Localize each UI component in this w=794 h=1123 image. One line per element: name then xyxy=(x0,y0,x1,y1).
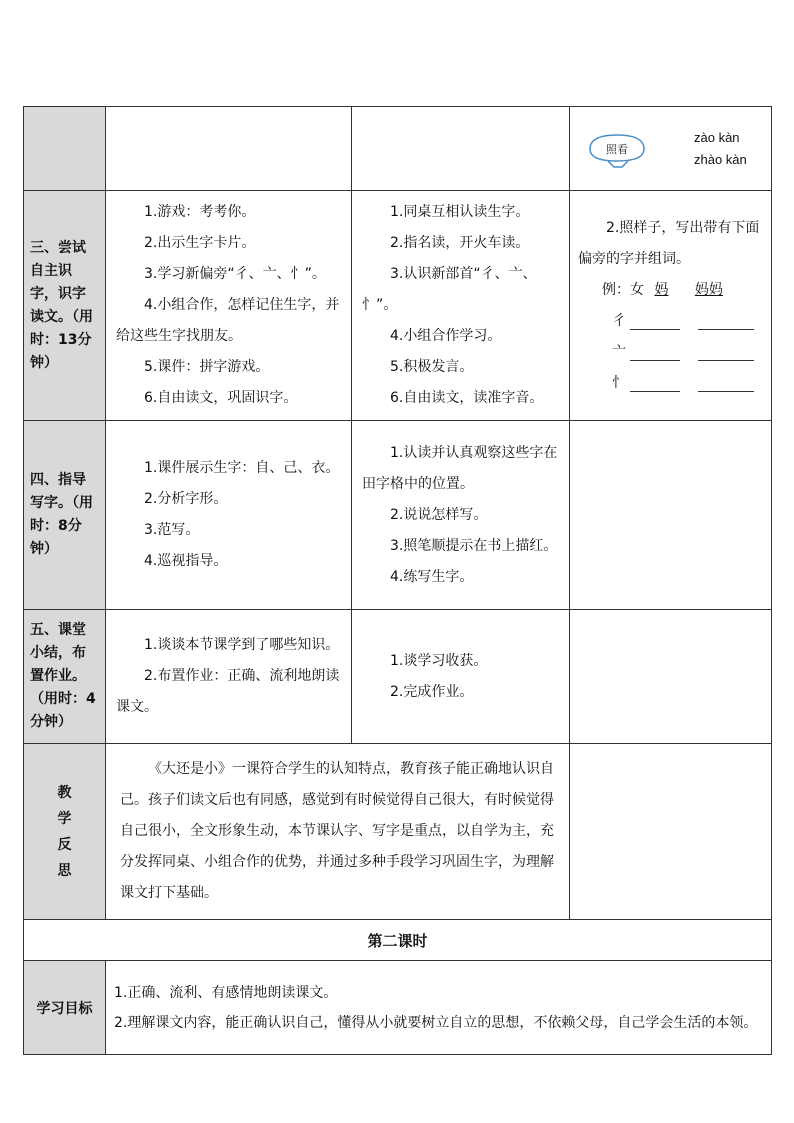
exercise-example xyxy=(578,275,763,306)
teacher-activities xyxy=(106,610,352,744)
list-item: 3.范写。 xyxy=(144,522,200,538)
radical-row xyxy=(578,306,763,337)
list-item: 1.同桌互相认读生字。 xyxy=(390,204,530,220)
exercise-cell xyxy=(570,421,772,610)
table-row xyxy=(24,610,772,744)
list-item: 5.积极发言。 xyxy=(390,359,474,375)
exercise-cell xyxy=(570,744,772,920)
radical-row xyxy=(578,337,763,368)
list-item: 2.分析字形。 xyxy=(144,491,228,507)
list-item: 1.课件展示生字：自、己、衣。 xyxy=(144,460,340,476)
teacher-activities xyxy=(106,421,352,610)
student-activities xyxy=(352,191,570,421)
list-item: 2.完成作业。 xyxy=(390,683,474,700)
answer-blank[interactable] xyxy=(630,342,680,361)
table-row xyxy=(24,744,772,920)
list-item: 1.正确、流利、有感情地朗读课文。 xyxy=(114,984,338,1001)
section-title: 第二课时 xyxy=(24,920,772,961)
list-item: 4.练写生字。 xyxy=(390,568,474,585)
goals-label: 学习目标 xyxy=(24,961,106,1055)
answer-blank[interactable] xyxy=(630,373,680,392)
list-item: 2.理解课文内容，能正确认识自己，懂得从小就要树立自立的思想，不依赖父母，自己学会生活的本领。 xyxy=(114,1014,758,1031)
list-item: 1.认读并认真观察这些字在田字格中的位置。 xyxy=(362,444,558,492)
reflection-cell xyxy=(106,744,570,920)
table-row xyxy=(24,920,772,961)
stage-label: 三、尝试自主识字，识字读文。（用时：13分钟） xyxy=(24,191,106,421)
list-item: 5.课件：拼字游戏。 xyxy=(144,359,270,375)
table-row xyxy=(24,421,772,610)
example-prefix: 例：女 xyxy=(602,281,644,298)
stage-cell xyxy=(24,107,106,191)
table-row xyxy=(24,961,772,1055)
answer-blank[interactable] xyxy=(630,311,680,330)
list-item: 1.谈学习收获。 xyxy=(390,652,488,669)
list-item: 6.自由读文，巩固识字。 xyxy=(144,390,298,406)
goals-cell xyxy=(106,961,772,1055)
example-word: 妈妈 xyxy=(694,281,723,298)
list-item: 4.小组合作，怎样记住生字，并给这些生字找朋友。 xyxy=(116,297,340,344)
pinyin-option-1: zào kàn xyxy=(694,129,740,145)
table-row xyxy=(24,107,772,191)
list-item: 2.说说怎样写。 xyxy=(390,506,488,523)
list-item: 6.自由读文，读准字音。 xyxy=(390,390,544,406)
reflection-label: 教学反思 xyxy=(57,784,72,879)
exercise-cell xyxy=(570,107,772,191)
answer-blank[interactable] xyxy=(698,311,754,330)
lesson-plan-table xyxy=(23,106,772,1055)
exercise-instruction: 2.照样子，写出带有下面偏旁的字并组词。 xyxy=(578,219,760,267)
stage-label: 四、指导写字。（用时：8分钟） xyxy=(24,421,106,610)
answer-blank[interactable] xyxy=(698,342,754,361)
stage-label: 五、课堂小结，布置作业。（用时：4分钟） xyxy=(24,610,106,744)
teacher-activities xyxy=(106,191,352,421)
exercise-cell xyxy=(570,191,772,421)
radical-row xyxy=(578,368,763,399)
radical-label: 彳 xyxy=(612,312,626,329)
teacher-cell xyxy=(106,107,352,191)
word-card-label: 照看 xyxy=(606,142,628,156)
student-cell xyxy=(352,107,570,191)
answer-blank[interactable] xyxy=(698,373,754,392)
student-activities xyxy=(352,421,570,610)
list-item: 3.照笔顺提示在书上描红。 xyxy=(390,537,558,554)
list-item: 3.认识新部首“彳、亠、忄”。 xyxy=(362,266,537,313)
reflection-text: 《大还是小》一课符合学生的认知特点，教育孩子能正确地认识自己。孩子们读文后也有同感，感觉到有时候觉得自己很大，有时候觉得自己很小，全文形象生动，本节课认字、写字是重点，以自学为主，充分发挥同桌、小组合作的优势，并通过多种手段学习巩固生字，为理解课文打下基础。 xyxy=(120,761,554,901)
list-item: 2.出示生字卡片。 xyxy=(144,235,256,251)
list-item: 4.小组合作学习。 xyxy=(390,328,502,344)
table-row xyxy=(24,191,772,421)
radical-label: 亠 xyxy=(612,343,626,360)
pinyin-option-2: zhào kàn xyxy=(694,151,747,167)
radical-label: 忄 xyxy=(612,374,626,391)
list-item: 1.游戏：考考你。 xyxy=(144,204,256,220)
list-item: 2.布置作业：正确、流利地朗读课文。 xyxy=(116,668,340,715)
student-activities xyxy=(352,610,570,744)
list-item: 3.学习新偏旁“彳、亠、忄”。 xyxy=(144,266,326,282)
word-card-icon xyxy=(586,129,648,169)
list-item: 2.指名读，开火车读。 xyxy=(390,235,530,251)
list-item: 1.谈谈本节课学到了哪些知识。 xyxy=(144,637,340,653)
example-char: 妈 xyxy=(654,281,669,298)
reflection-label-cell xyxy=(24,744,106,920)
exercise-cell xyxy=(570,610,772,744)
list-item: 4.巡视指导。 xyxy=(144,553,228,569)
